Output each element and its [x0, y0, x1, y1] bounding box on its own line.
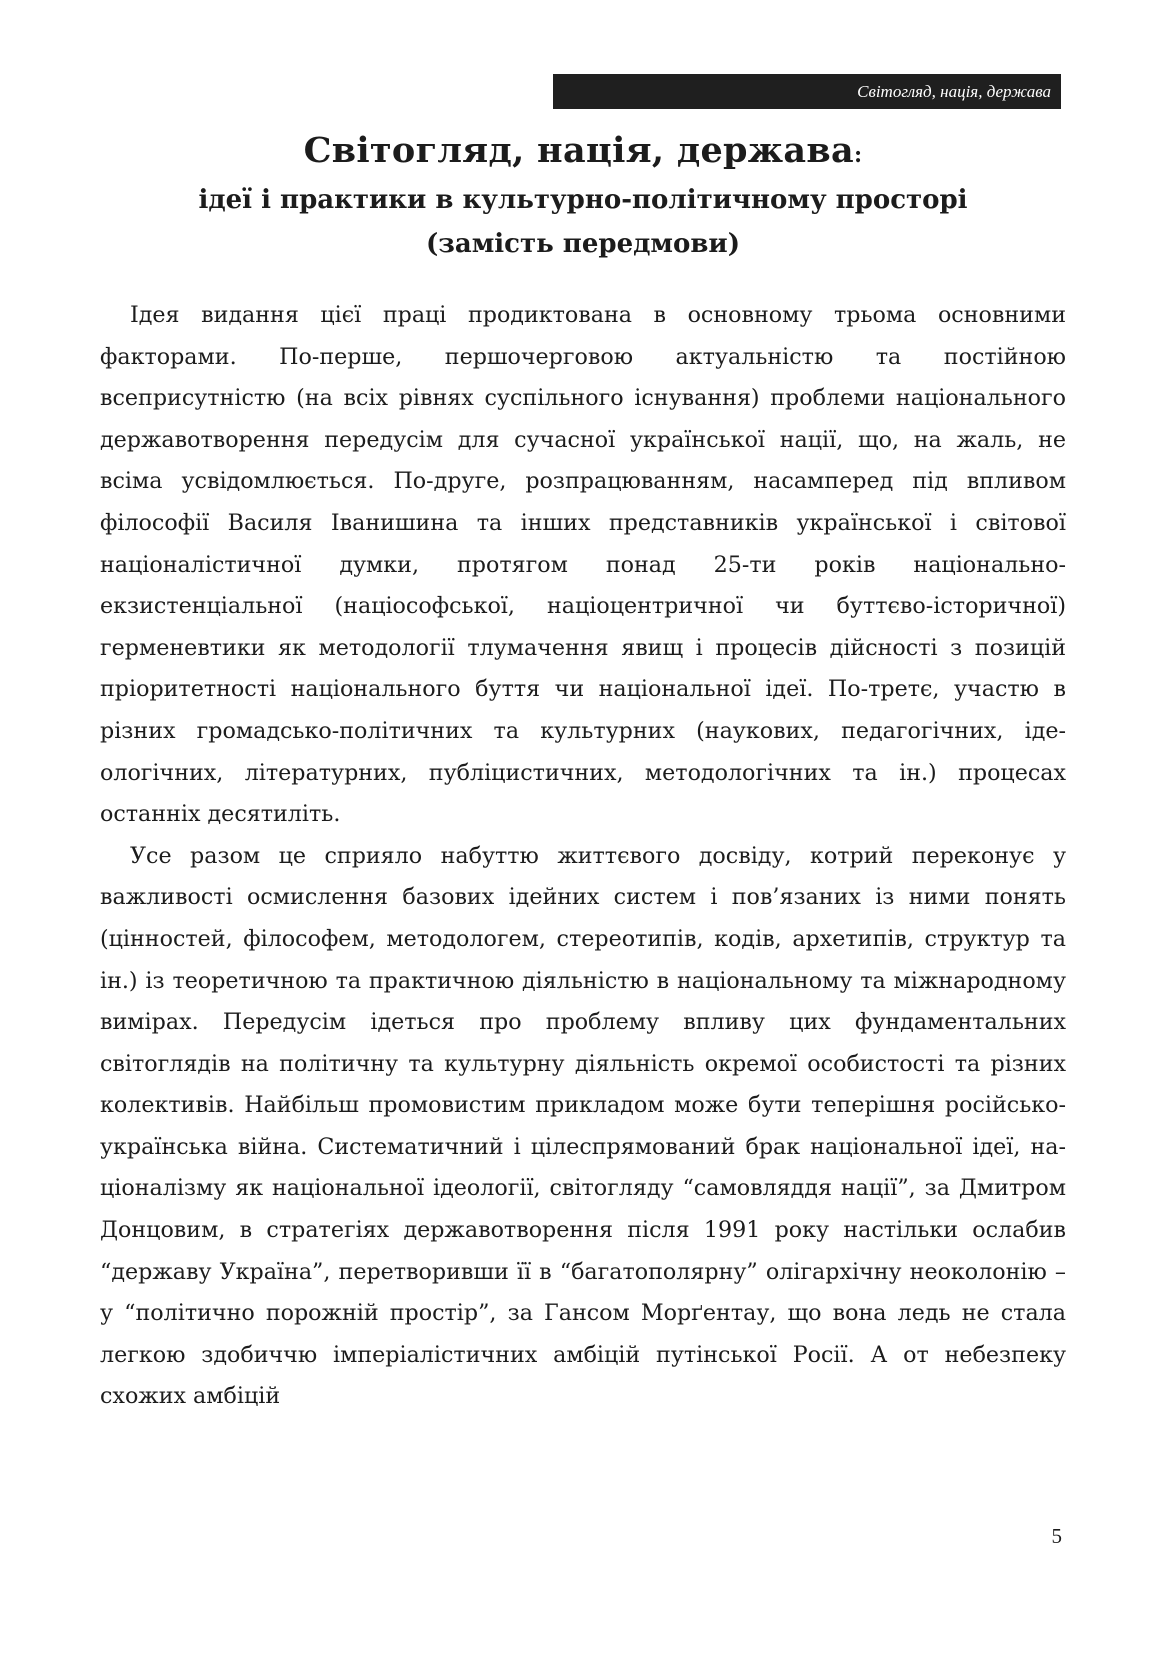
paragraph: Ідея видання цієї праці продиктована в основному трьома основними факторами. По-перше, першочерговою актуальністю та постійною всеприсутністю (на всіх рівнях суспільного існування) проблеми національного державотворення передусім для сучасної української нації, що, на жаль, не всіма усвідомлюється. По-друге, розпрацюванням, насамперед під впливом філософії Василя Іванишина та інших представників української і світової націоналістичної думки, протягом понад 25-ти років національно-екзистенціальної (націософської, націоцентричної чи буттєво-історичної) герменевтики як методології тлумачення явищ і процесів дійсності з позицій пріоритетності національного буття чи національної ідеї. По-третє, участю в різних громадсько-політичних та культурних (наукових, педагогічних, ідеологічних, літературних, публіцистичних, методологічних та ін.) процесах останніх десятиліть.: [100, 302, 1066, 828]
chapter-title-colon: :: [854, 142, 863, 168]
chapter-title: [100, 128, 1066, 178]
running-header: [553, 74, 1061, 109]
paragraph: Усе разом це сприяло набуттю життєвого досвіду, котрий переконує у важливості осмислення базових ідейних систем і пов’язаних із ними понять (цінностей, філософем, методологем, стереотипів, кодів, архетипів, структур та ін.) із теоретичною та практичною діяльністю в національному та міжнародному вимірах. Передусім ідеться про проблему впливу цих фундаментальних світоглядів на політичну та культурну діяльність окремої особистості та різних колективів. Найбільш промовистим прикладом може бути теперішня російсько-українська війна. Систематичний і цілеспрямований брак національної ідеї, націоналізму як національної ідеології, світогляду “самовляддя нації”, за Дмитром Донцовим, в стратегіях державотворення після 1991 року настільки ослабив “державу Україна”, перетворивши її в “багатополярну” олігархічну неоколонію – у “політично порожній простір”, за Гансом Морґентау, що вона ледь не стала легкою здобиччю імперіалістичних амбіцій путінської Росії. А от небезпеку схожих амбіцій: [100, 842, 1066, 1410]
chapter-subtitle-line-2: (замість передмови): [425, 229, 741, 259]
page-number: 5: [1051, 1524, 1062, 1548]
chapter-subtitle-line-1: ідеї і практики в культурно-політичному просторі: [198, 185, 968, 215]
chapter-title-block: [100, 128, 1066, 266]
body-text: [100, 295, 1066, 1418]
chapter-title-text: Світогляд, нація, держава: [303, 130, 855, 171]
running-header-title: Світогляд, нація, держава: [857, 82, 1051, 101]
